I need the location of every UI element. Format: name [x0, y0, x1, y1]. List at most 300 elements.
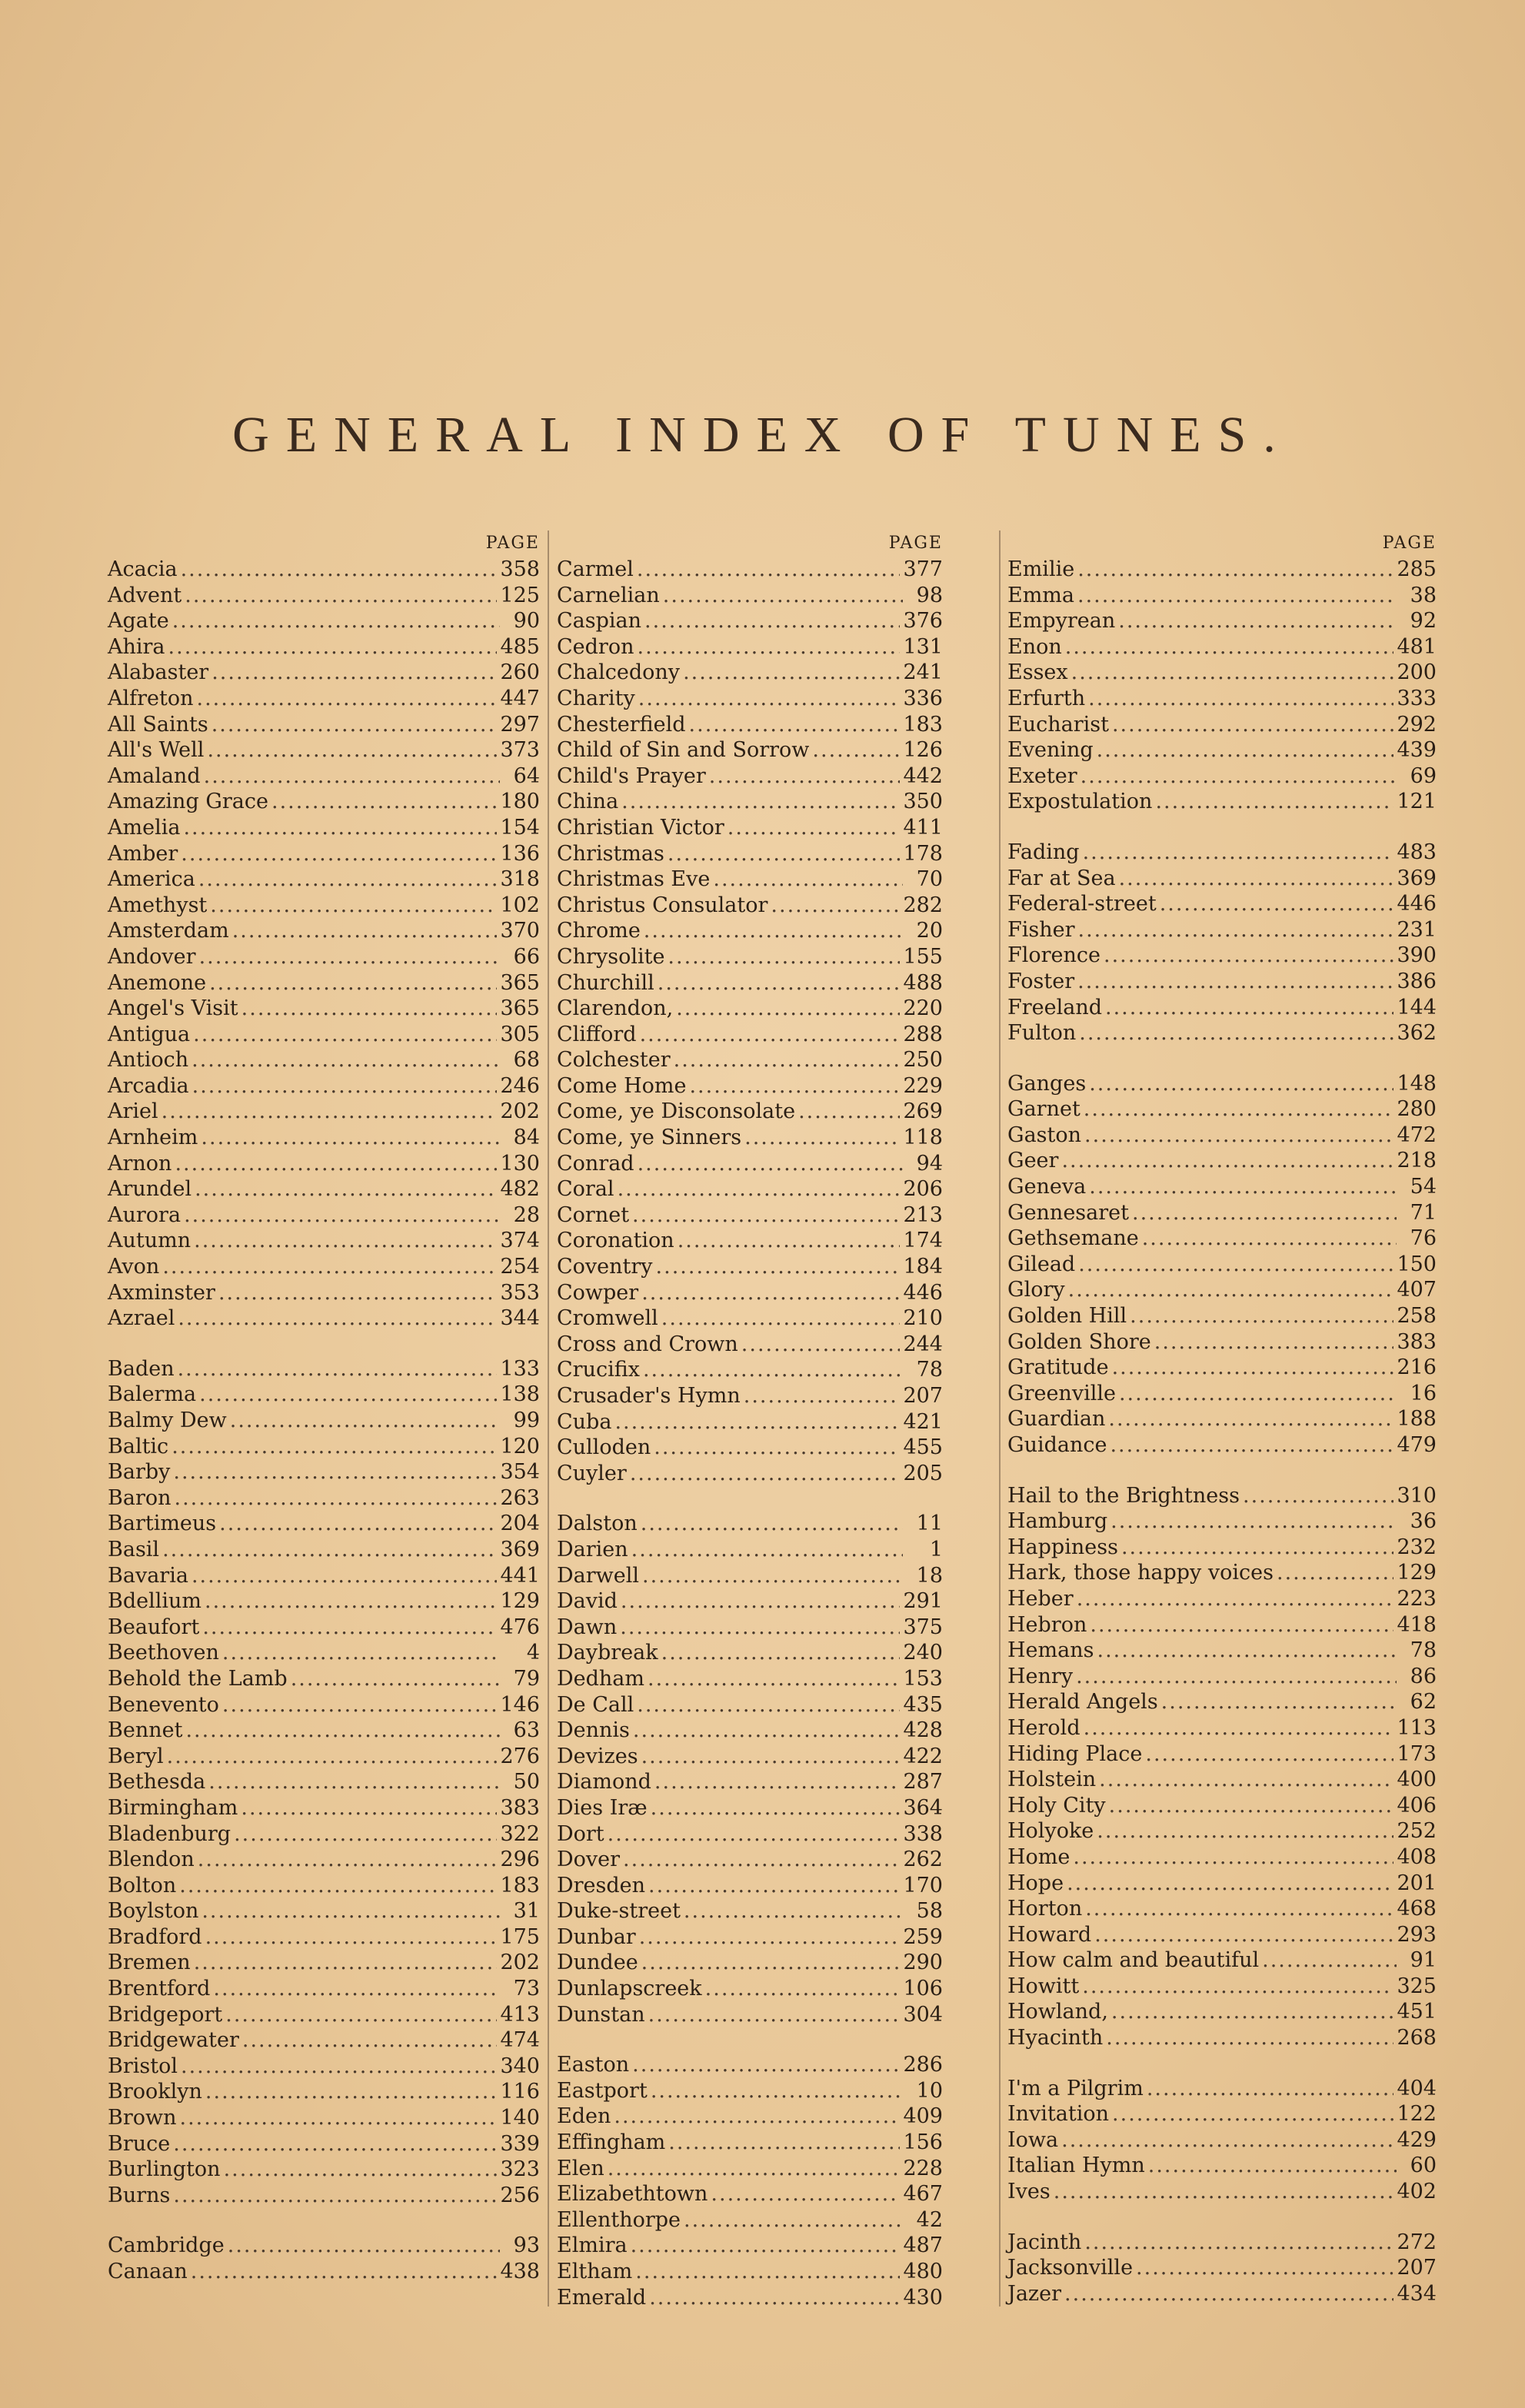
- dot-leader: [1097, 1818, 1393, 1844]
- tune-name: Ganges: [1007, 1071, 1087, 1096]
- tune-name: Gaston: [1007, 1123, 1082, 1147]
- index-entry: [1007, 1767, 1437, 1793]
- page-number: 434: [1397, 2281, 1437, 2306]
- tune-name: Culloden: [557, 1435, 651, 1460]
- index-entry: [557, 2052, 943, 2078]
- index-entry: [108, 1847, 540, 1873]
- tune-name: Acacia: [108, 557, 178, 581]
- page-number: 358: [500, 557, 540, 581]
- dot-leader: [201, 1125, 500, 1151]
- tune-name: Baron: [108, 1485, 171, 1510]
- dot-leader: [191, 1047, 500, 1073]
- page-number: 286: [903, 2053, 943, 2077]
- dot-leader: [614, 2104, 900, 2130]
- page-number: 297: [500, 712, 540, 737]
- tune-name: Devizes: [557, 1744, 638, 1768]
- dot-leader: [1160, 891, 1394, 917]
- index-section: [557, 557, 943, 1486]
- tune-name: Bennet: [108, 1718, 183, 1743]
- index-entry: [557, 944, 943, 970]
- page-number: 333: [1397, 686, 1437, 710]
- page-number: 66: [513, 944, 540, 969]
- page-number: 252: [1397, 1819, 1437, 1844]
- tune-name: Arcadia: [108, 1073, 189, 1098]
- tune-name: Axminster: [108, 1280, 215, 1305]
- dot-leader: [1154, 1329, 1394, 1355]
- dot-leader: [1099, 1767, 1393, 1793]
- index-entry: [1007, 891, 1437, 917]
- index-entry: [557, 996, 943, 1022]
- tune-name: Child's Prayer: [557, 763, 706, 788]
- index-entry: [1007, 1277, 1437, 1303]
- tune-name: Howland,: [1007, 2000, 1108, 2024]
- dot-leader: [242, 2027, 498, 2054]
- index-entry: [1007, 969, 1437, 995]
- tune-name: Daybreak: [557, 1641, 658, 1665]
- tune-name: Christmas: [557, 841, 664, 866]
- index-entry: [108, 1718, 540, 1744]
- dot-leader: [271, 789, 497, 815]
- dot-leader: [683, 660, 900, 686]
- dot-leader: [181, 841, 497, 867]
- tune-name: Basil: [108, 1537, 160, 1562]
- tune-name: Eden: [557, 2104, 611, 2129]
- tune-name: Dennis: [557, 1718, 630, 1743]
- dot-leader: [661, 1640, 901, 1666]
- index-entry: [108, 815, 540, 841]
- dot-leader: [195, 1176, 497, 1202]
- index-entry: [1007, 1689, 1437, 1715]
- dot-leader: [202, 1615, 497, 1641]
- dot-leader: [1147, 2076, 1394, 2102]
- page-column-header: PAGE: [888, 534, 943, 553]
- index-entry: [108, 2259, 540, 2285]
- index-entry: [1007, 789, 1437, 815]
- page-number: 121: [1397, 790, 1437, 814]
- index-entry: [557, 866, 943, 893]
- tune-name: Greenville: [1007, 1381, 1116, 1405]
- page-number: 246: [500, 1073, 540, 1098]
- page-number: 325: [1397, 1974, 1437, 1998]
- page-number: 409: [903, 2104, 943, 2129]
- page-number: 69: [1410, 763, 1437, 788]
- page-number: 476: [500, 1615, 540, 1639]
- dot-leader: [1054, 2179, 1394, 2205]
- dot-leader: [744, 1383, 901, 1409]
- page-number: 488: [903, 970, 943, 995]
- index-entry: [557, 1047, 943, 1073]
- tune-name: Bridgeport: [108, 2002, 223, 2027]
- tune-name: Arundel: [108, 1177, 192, 1202]
- dot-leader: [1077, 583, 1397, 609]
- tune-name: Burns: [108, 2183, 171, 2207]
- page-number: 474: [500, 2028, 540, 2053]
- tune-name: Geneva: [1007, 1175, 1087, 1199]
- page-number: 62: [1410, 1690, 1437, 1715]
- tune-name: Ellenthorpe: [557, 2207, 681, 2232]
- page-number: 148: [1397, 1071, 1437, 1096]
- dot-leader: [1111, 1999, 1394, 2025]
- page-number: 93: [513, 2233, 540, 2258]
- page-number: 290: [903, 1951, 943, 1975]
- dot-leader: [812, 737, 900, 763]
- index-entry: [1007, 1329, 1437, 1355]
- page-number: 365: [500, 996, 540, 1021]
- dot-leader: [205, 2079, 498, 2105]
- dot-leader: [632, 2052, 900, 2078]
- index-section: [1007, 840, 1437, 1046]
- page-number: 386: [1397, 969, 1437, 993]
- dot-leader: [232, 918, 498, 944]
- index-entry: [557, 1769, 943, 1795]
- page-number: 305: [500, 1022, 540, 1046]
- tune-name: Invitation: [1007, 2102, 1110, 2127]
- dot-leader: [168, 634, 498, 660]
- index-entry: [108, 2002, 540, 2028]
- page-number: 276: [500, 1744, 540, 1768]
- index-entry: [108, 660, 540, 686]
- index-entry: [1007, 2281, 1437, 2307]
- index-entry: [108, 1485, 540, 1512]
- index-entry: [557, 1383, 943, 1409]
- tune-name: Gilead: [1007, 1252, 1076, 1276]
- page-number: 155: [903, 944, 943, 969]
- tune-name: Beryl: [108, 1744, 164, 1768]
- dot-leader: [1078, 917, 1394, 943]
- tune-name: Happiness: [1007, 1535, 1118, 1559]
- dot-leader: [162, 1254, 497, 1280]
- page-number: 479: [1397, 1433, 1437, 1457]
- index-entry: [1007, 1508, 1437, 1535]
- tune-name: Dover: [557, 1848, 621, 1872]
- page-number: 102: [500, 893, 540, 917]
- index-entry: [108, 1588, 540, 1615]
- page-number: 58: [916, 1899, 943, 1924]
- page-number: 383: [1397, 1329, 1437, 1354]
- index-entry: [557, 1357, 943, 1383]
- tune-name: Howitt: [1007, 1974, 1080, 1998]
- page-number: 446: [1397, 892, 1437, 916]
- tune-name: Beaufort: [108, 1615, 200, 1639]
- dot-leader: [658, 970, 901, 996]
- dot-leader: [185, 1718, 500, 1744]
- page-number: 16: [1410, 1381, 1437, 1405]
- page-number: 285: [1397, 557, 1437, 581]
- index-section: [1007, 1483, 1437, 2051]
- tune-name: Bladenburg: [108, 1821, 231, 1846]
- index-entry: [1007, 1381, 1437, 1407]
- tune-name: Ives: [1007, 2180, 1051, 2204]
- dot-leader: [1094, 1922, 1393, 1948]
- dot-leader: [635, 2259, 900, 2285]
- index-entry: [557, 1099, 943, 1125]
- page-number: 50: [513, 1770, 540, 1794]
- dot-leader: [1073, 1844, 1393, 1871]
- page-number: 293: [1397, 1922, 1437, 1947]
- dot-leader: [179, 1873, 497, 1899]
- index-entry: [108, 557, 540, 583]
- index-entry: [1007, 634, 1437, 660]
- index-section: [1007, 557, 1437, 815]
- page-number: 268: [1397, 2026, 1437, 2050]
- page-number: 129: [1397, 1561, 1437, 1585]
- dot-leader: [191, 1563, 498, 1589]
- index-column-2: [557, 530, 943, 2335]
- page-number: 178: [903, 841, 943, 866]
- dot-leader: [1145, 1741, 1393, 1768]
- dot-leader: [213, 1976, 500, 2002]
- page-number: 241: [903, 660, 943, 685]
- dot-leader: [1121, 1535, 1394, 1561]
- tune-name: Cowper: [557, 1280, 639, 1305]
- tune-name: Hemans: [1007, 1638, 1094, 1663]
- page-number: 353: [500, 1280, 540, 1305]
- page-number: 206: [903, 1177, 943, 1202]
- tune-name: Dalston: [557, 1512, 638, 1536]
- tune-name: Burlington: [108, 2157, 221, 2182]
- page-title: GENERAL INDEX OF TUNES.: [232, 407, 1293, 463]
- index-entry: [557, 918, 943, 944]
- index-entry: [557, 1409, 943, 1435]
- tune-name: Cambridge: [108, 2233, 225, 2258]
- tune-name: Guidance: [1007, 1433, 1107, 1457]
- page-number: 310: [1397, 1483, 1437, 1508]
- tune-name: Guardian: [1007, 1407, 1106, 1432]
- tune-name: Holy City: [1007, 1793, 1106, 1818]
- dot-leader: [185, 583, 497, 609]
- page-number: 322: [500, 1821, 540, 1846]
- page-number: 174: [903, 1229, 943, 1253]
- tune-name: Amelia: [108, 815, 181, 840]
- page-number: 370: [500, 919, 540, 943]
- column-divider: [548, 530, 549, 2307]
- index-entry: [108, 841, 540, 867]
- index-section: [108, 2233, 540, 2284]
- page-number: 407: [1397, 1278, 1437, 1302]
- page-number: 411: [903, 815, 943, 840]
- tune-name: Fading: [1007, 840, 1080, 864]
- dot-leader: [1080, 763, 1397, 790]
- dot-leader: [1078, 1252, 1393, 1278]
- page-number: 373: [500, 738, 540, 763]
- page-number: 213: [903, 1202, 943, 1227]
- tune-name: Angel's Visit: [108, 996, 238, 1021]
- page-number: 339: [500, 2131, 540, 2156]
- index-entry: [557, 557, 943, 583]
- tune-name: David: [557, 1589, 618, 1614]
- page-number: 99: [513, 1409, 540, 1432]
- dot-leader: [674, 1047, 901, 1073]
- dot-leader: [1119, 866, 1394, 892]
- index-entry: [1007, 1999, 1437, 2025]
- tune-name: Antioch: [108, 1048, 189, 1073]
- index-entry: [108, 1073, 540, 1099]
- dot-leader: [684, 1898, 903, 1924]
- tune-name: Amazing Grace: [108, 790, 268, 814]
- page-number: 402: [1397, 2180, 1437, 2204]
- tune-name: Eltham: [557, 2260, 633, 2283]
- dot-leader: [225, 2002, 497, 2028]
- tune-name: Dunlapscreek: [557, 1977, 702, 2001]
- index-entry: [557, 686, 943, 712]
- page-number: 364: [903, 1795, 943, 1820]
- page-number: 113: [1397, 1715, 1437, 1740]
- page-number: 38: [1410, 583, 1437, 607]
- tune-name: Emma: [1007, 583, 1075, 607]
- tune-name: Canaan: [108, 2260, 188, 2283]
- tune-name: Ariel: [108, 1099, 158, 1124]
- page-number: 173: [1397, 1741, 1437, 1766]
- index-entry: [108, 686, 540, 712]
- tune-name: Bolton: [108, 1873, 177, 1897]
- tune-name: Birmingham: [108, 1795, 238, 1820]
- dot-leader: [1136, 2255, 1393, 2281]
- page-number: 31: [513, 1899, 540, 1924]
- tune-name: Far at Sea: [1007, 866, 1116, 890]
- page-number: 146: [500, 1692, 540, 1717]
- index-entry: [557, 893, 943, 919]
- tune-name: Herald Angels: [1007, 1690, 1158, 1715]
- tune-name: Fisher: [1007, 917, 1075, 942]
- tune-name: Amethyst: [108, 893, 208, 917]
- index-entry: [557, 2130, 943, 2156]
- tune-name: Barby: [108, 1460, 171, 1485]
- page-number: 256: [500, 2183, 540, 2207]
- index-entry: [108, 1795, 540, 1821]
- page-number: 183: [500, 1873, 540, 1897]
- index-entry: [1007, 866, 1437, 892]
- index-entry: [1007, 1020, 1437, 1046]
- tune-name: Conrad: [557, 1151, 634, 1176]
- index-entry: [1007, 2101, 1437, 2127]
- page-number: 288: [903, 1022, 943, 1046]
- index-entry: [1007, 660, 1437, 686]
- tune-name: Dort: [557, 1821, 604, 1846]
- page-number: 374: [500, 1229, 540, 1253]
- page-number: 94: [916, 1151, 943, 1176]
- page-number: 84: [513, 1126, 540, 1150]
- page-number: 63: [513, 1718, 540, 1743]
- index-column-1: [108, 530, 540, 2310]
- dot-leader: [1161, 1689, 1397, 1715]
- page-number: 292: [1397, 712, 1437, 737]
- page-number: 210: [903, 1306, 943, 1331]
- page-number: 60: [1410, 2154, 1437, 2178]
- tune-name: Duke-street: [557, 1899, 681, 1924]
- index-entry: [108, 2233, 540, 2259]
- dot-leader: [205, 1924, 498, 1951]
- index-entry: [108, 583, 540, 609]
- page-number: 220: [903, 996, 943, 1021]
- page-number: 150: [1397, 1252, 1437, 1276]
- index-entry: [108, 1382, 540, 1408]
- page-number: 140: [500, 2106, 540, 2130]
- tune-name: I'm a Pilgrim: [1007, 2076, 1144, 2100]
- index-entry: [108, 1821, 540, 1848]
- dot-leader: [192, 1073, 498, 1099]
- page-number: 262: [903, 1848, 943, 1872]
- index-entry: [108, 918, 540, 944]
- dot-leader: [1077, 1586, 1394, 1612]
- page-number: 204: [500, 1512, 540, 1536]
- tune-name: Exeter: [1007, 763, 1077, 788]
- dot-leader: [641, 1511, 903, 1537]
- tune-name: Federal-street: [1007, 892, 1157, 916]
- dot-leader: [241, 996, 498, 1022]
- page-number: 269: [903, 1099, 943, 1124]
- dot-leader: [641, 1744, 901, 1770]
- index-entry: [108, 1615, 540, 1641]
- tune-name: Chrome: [557, 919, 641, 943]
- dot-leader: [1119, 1381, 1397, 1407]
- index-entry: [108, 1305, 540, 1332]
- page-number: 439: [1397, 738, 1437, 763]
- index-entry: [557, 634, 943, 660]
- page-number: 429: [1397, 2127, 1437, 2152]
- dot-leader: [1088, 686, 1393, 712]
- dot-leader: [1097, 737, 1394, 763]
- index-entry: [557, 815, 943, 841]
- tune-name: Bremen: [108, 1951, 191, 1975]
- index-entry: [108, 2079, 540, 2105]
- page-number: 390: [1397, 943, 1437, 968]
- dot-leader: [219, 1511, 497, 1537]
- tune-name: Amber: [108, 841, 178, 866]
- tune-name: Advent: [108, 583, 182, 607]
- index-entry: [108, 1047, 540, 1073]
- dot-leader: [1061, 1148, 1393, 1174]
- index-section: [1007, 2230, 1437, 2307]
- dot-leader: [1084, 1715, 1394, 1741]
- index-entry: [557, 1228, 943, 1254]
- tune-name: Dunbar: [557, 1924, 636, 1949]
- index-entry: [557, 1151, 943, 1177]
- tune-name: Cuyler: [557, 1461, 627, 1485]
- index-entry: [108, 1924, 540, 1951]
- index-entry: [557, 1744, 943, 1770]
- page-number: 201: [1397, 1871, 1437, 1895]
- dot-leader: [191, 2259, 498, 2285]
- page-number: 120: [500, 1434, 540, 1458]
- index-column-3: [1007, 530, 1437, 2331]
- tune-name: Christmas Eve: [557, 867, 711, 892]
- index-entry: [557, 763, 943, 790]
- dot-leader: [1148, 2153, 1397, 2179]
- index-entry: [1007, 1818, 1437, 1844]
- index-entry: [108, 1099, 540, 1125]
- dot-leader: [1109, 1793, 1394, 1819]
- index-entry: [557, 1305, 943, 1332]
- tune-name: Come Home: [557, 1073, 687, 1098]
- index-entry: [557, 2156, 943, 2182]
- dot-leader: [631, 1537, 903, 1563]
- page-number: 338: [903, 1821, 943, 1846]
- page-column-header: PAGE: [1382, 534, 1437, 553]
- index-entry: [1007, 995, 1437, 1021]
- index-entry: [557, 1254, 943, 1280]
- tune-name: Emerald: [557, 2285, 647, 2310]
- dot-leader: [1104, 943, 1393, 969]
- dot-leader: [161, 1099, 498, 1125]
- page-number: 413: [500, 2002, 540, 2027]
- tune-name: Amaland: [108, 763, 201, 788]
- index-entry: [1007, 1071, 1437, 1097]
- dot-leader: [1067, 1871, 1393, 1897]
- tune-name: Iowa: [1007, 2127, 1059, 2152]
- page-number: 42: [916, 2207, 943, 2232]
- dot-leader: [1089, 1071, 1393, 1097]
- page-number: 441: [500, 1563, 540, 1588]
